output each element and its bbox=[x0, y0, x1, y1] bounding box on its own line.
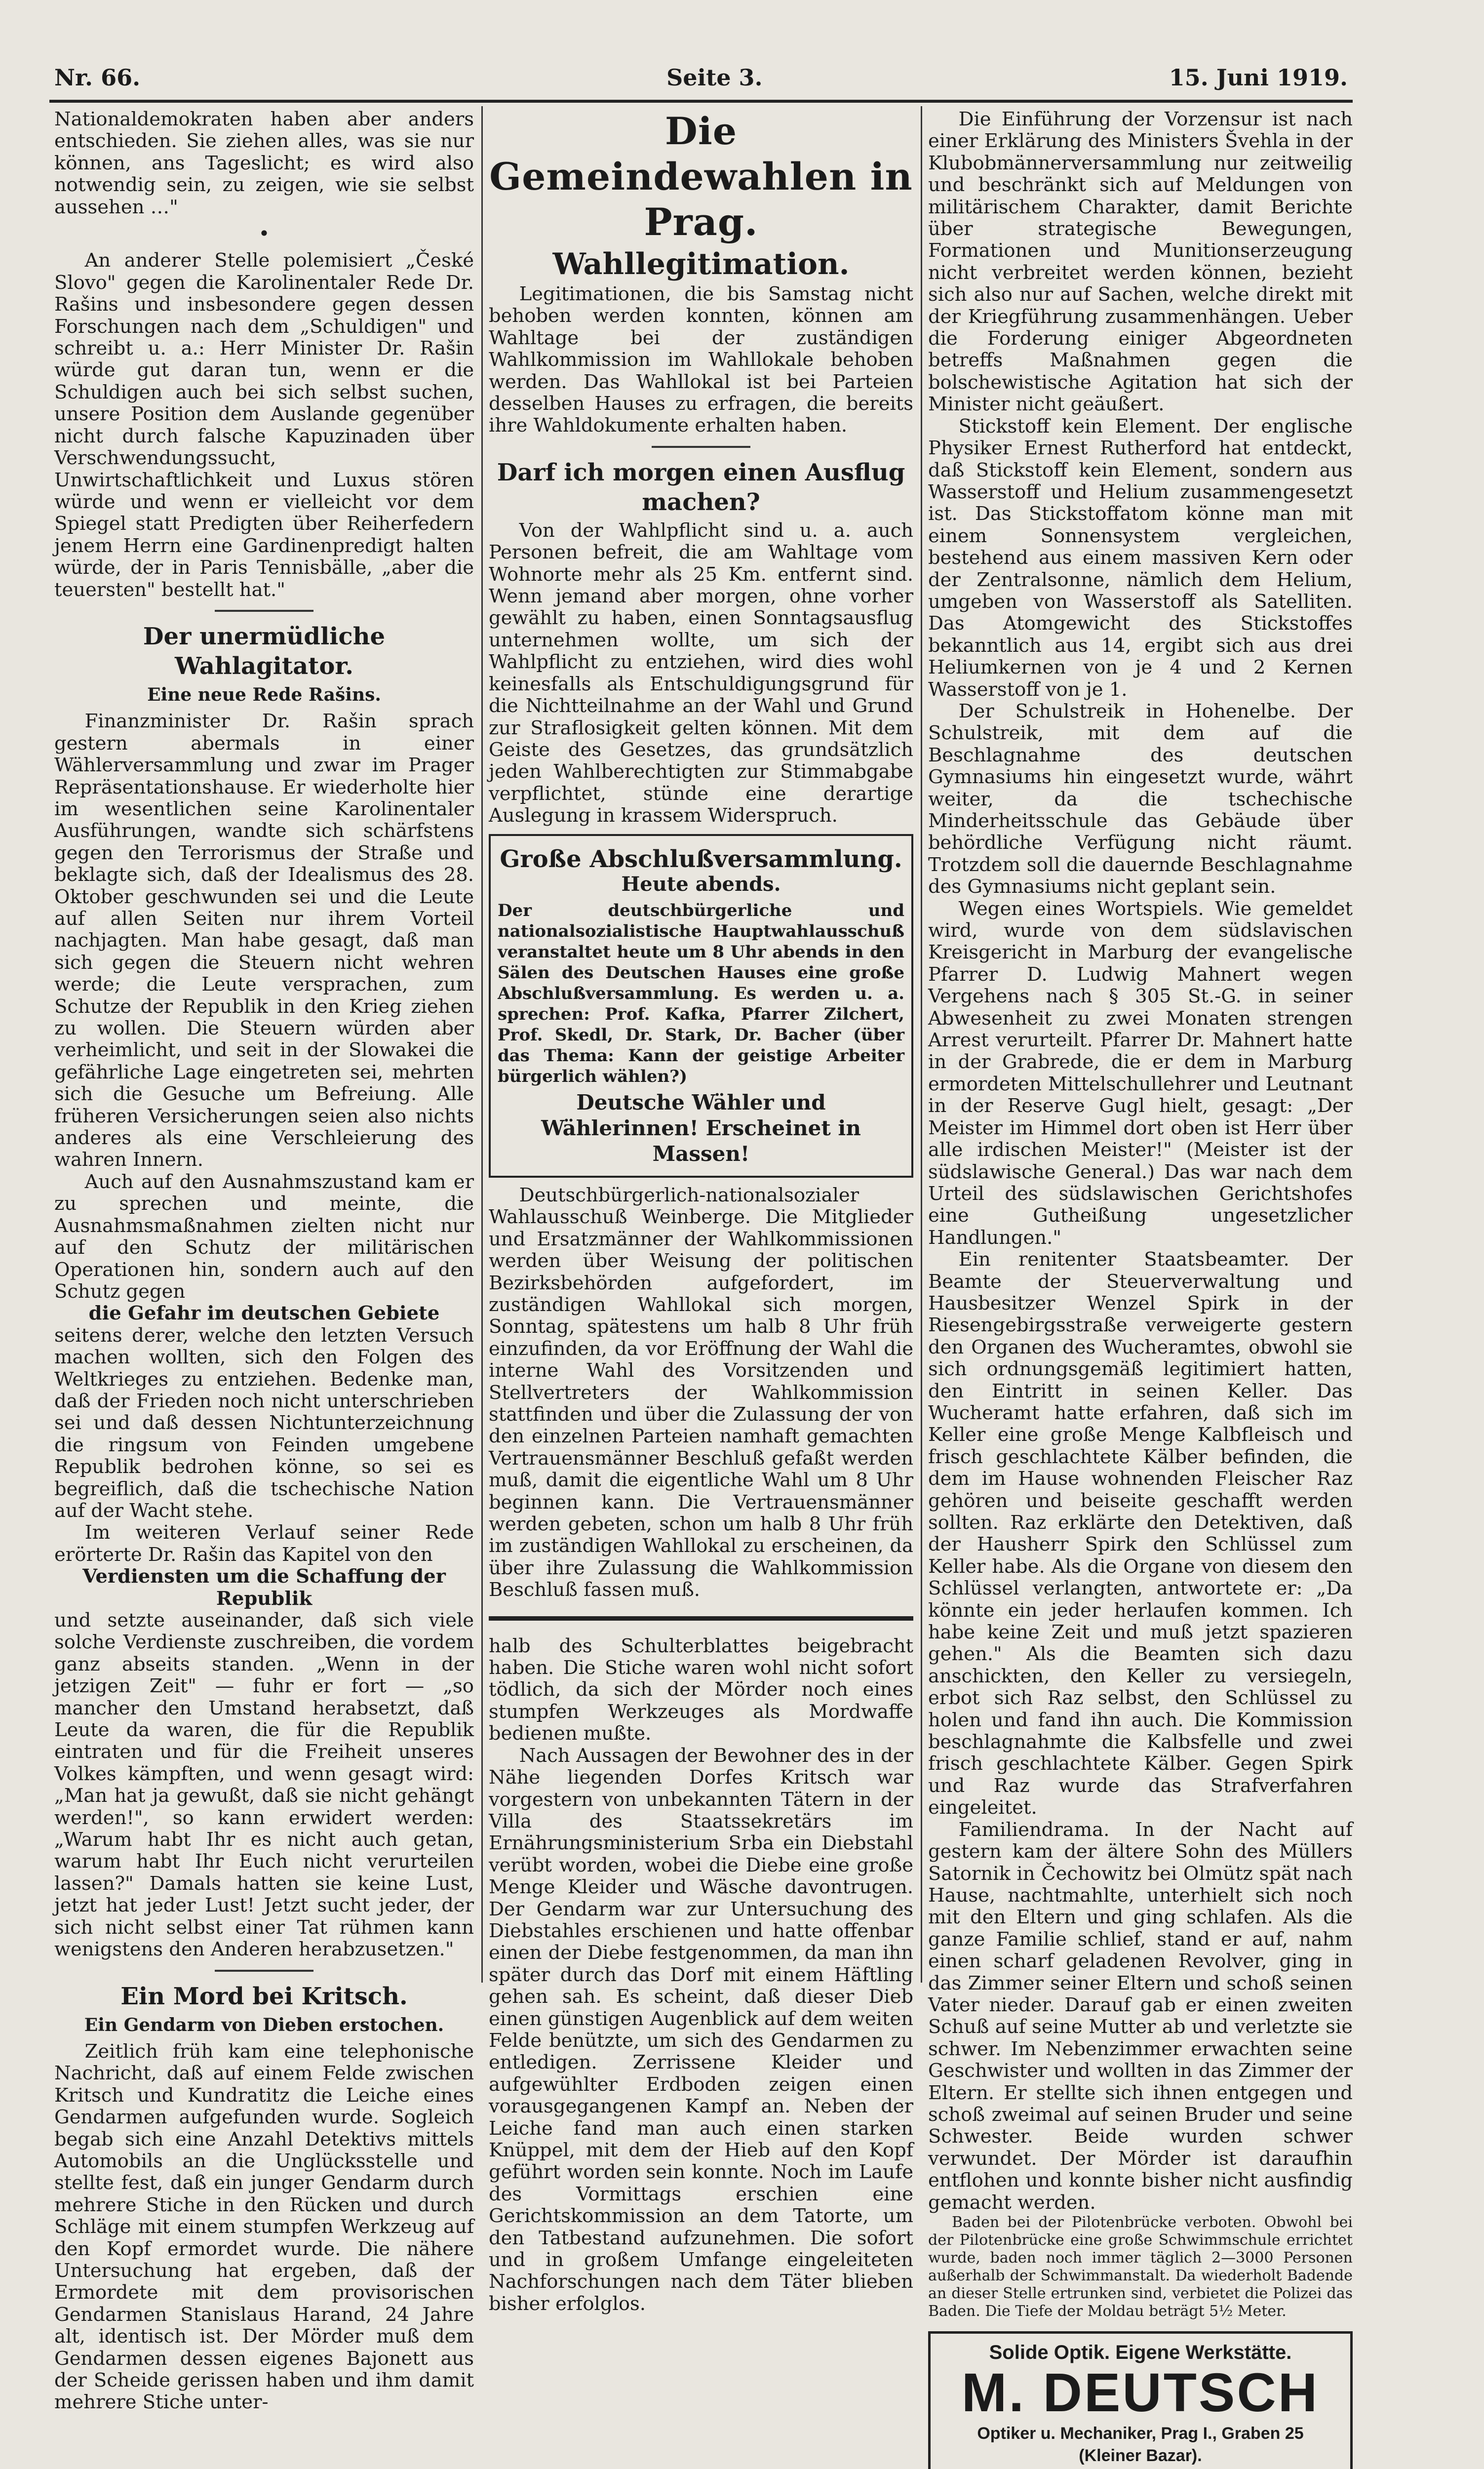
column-divider bbox=[921, 106, 922, 1983]
article-subheadline: Ein Gendarm von Dieben erstochen. bbox=[84, 2014, 444, 2035]
news-item: Baden bei der Pilotenbrücke verboten. Obwohl bei der Pilotenbrücke eine große Schwimmschule errichtet wurde, baden noch immer täglich 2—3000 Personen außerhalb der Schwimmanstalt. Da wiederholt Badende an dieser Stelle ertrunken sind, verbietet die Polizei das Baden. Die Tiefe der Moldau beträgt 5½ Meter. bbox=[928, 2214, 1353, 2320]
section-rule bbox=[489, 1616, 913, 1621]
announcement-footer: Deutsche Wähler und Wählerinnen! Erscheinet in Massen! bbox=[541, 1090, 861, 1166]
separator-dot: • bbox=[258, 223, 270, 245]
article-paragraph: Finanzminister Dr. Rašin sprach gestern abermals in einer Wählerversammlung und zwar im Prager Repräsentationshause. Er wiederholte hier im wesentlichen seine Karolinentaler Ausführungen, wandte sich schärfstens gegen den Terrorismus der Straße und beklagte sich, daß der Idealismus des 28. Oktober geschwunden sei und die Leute auf allen Seiten nur ihrem Vorteil nachjagten. Man habe gesagt, daß man sich gegen die Steuern nicht wehren werde; die Leute versprachen, zum Schutze der Republik in den Krieg ziehen zu wollen. Die Steuern würden aber verheimlicht, und seit in der Slowakei die gefährliche Lage eingetreten sei, mehrten sich die Gesuche um Befreiung. Alle früheren Versicherungen seien also nichts anderes als eine Verschleierung des wahren Innern. bbox=[54, 710, 474, 1171]
article-subheadline: Eine neue Rede Rašins. bbox=[147, 684, 381, 705]
article-paragraph: Auch auf den Ausnahmszustand kam er zu sprechen und meinte, die Ausnahmsmaßnahmen zielten nicht nur auf den Schutz der militärischen Operationen hin, sondern auch auf den Schutz gegen bbox=[54, 1170, 474, 1303]
announcement-subtitle: Heute abends. bbox=[621, 872, 781, 896]
news-item: Wegen eines Wortspiels. Wie gemeldet wird, wurde von dem südslavischen Kreisgericht in Marburg der evangelische Pfarrer D. Ludwig Mahnert wegen Vergehens nach § 305 St.-G. in seiner Abwesenheit zu zwei Monaten strengen Arrest verurteilt. Pfarrer Dr. Mahnert hatte in der Grabrede, die er dem in Marburg ermordeten Mittelschullehrer und Leutnant in der Reserve Gugl hielt, gesagt: „Der Meister im Himmel dort oben ist Herr über alle irdischen Meister!" (Meister ist der südslawische General.) Das war nach dem Urteil des südslawischen Gerichtshofes eine Gutheißung ungesetzlicher Handlungen." bbox=[928, 897, 1353, 1249]
news-item: Die Einführung der Vorzensur ist nach einer Erklärung des Ministers Švehla in der Klubobmännerversammlung nur zeitweilig und beschränkt sich auf Meldungen von militärischem Charakter, damit Berichte über strategische Bewegungen, Formationen und Munitionserzeugung nicht verbreitet werden können, bezieht sich also nur auf Sachen, welche direkt mit der Kriegführung zusammenhängen. Ueber die Forderung einiger Abgeordneten betreffs Maßnahmen gegen die bolschewistische Agitation hat sich der Minister nicht geäußert. bbox=[928, 108, 1353, 416]
divider bbox=[215, 1970, 313, 1972]
announcement-title: Große Abschlußversammlung. bbox=[500, 845, 902, 873]
ad-address: Optiker u. Mechaniker, Prag I., Graben 25 bbox=[977, 2424, 1304, 2443]
article-headline: Die Gemeindewahlen in Prag. bbox=[489, 109, 913, 244]
news-item: Der Schulstreik in Hohenelbe. Der Schulstreik, mit dem auf die Beschlagnahme des deutschen Gymnasiums hin eingesetzt wurde, währt weiter, da die tschechische Minderheitsschule das Gebäude über behördliche Verfügung nicht räumt. Trotzdem soll die dauernde Beschlagnahme des Gymnasiums nicht geplant sein. bbox=[928, 700, 1353, 898]
column-2 bbox=[489, 109, 913, 2315]
issue-date: 15. Juni 1919. bbox=[1169, 64, 1348, 91]
article-subheadline: Wahllegitimation. bbox=[552, 247, 850, 281]
article-paragraph: Nach Aussagen der Bewohner des in der Nähe liegenden Dorfes Kritsch war vorgestern von unbekannten Tätern in der Villa des Staatssekretärs im Ernährungsministerium Srba ein Diebstahl verübt worden, wobei die Diebe eine große Menge Kleider und Wäsche davontrugen. Der Gendarm war zur Untersuchung des Diebstahles erschienen und hatte offenbar einen der Diebe festgenommen, da man ihn später durch das Dorf mit einem Häftling gehen sah. Es scheint, daß dieser Dieb einen günstigen Augenblick auf dem weiten Felde benützte, um sich des Gendarmen zu entledigen. Zerrissene Kleider und aufgewühlter Erdboden zeigen einen vorausgegangenen Kampf an. Neben der Leiche fand man auch einen starken Knüppel, mit dem der Hieb auf den Kopf geführt worden sein konnte. Noch im Laufe des Vormittags erschien eine Gerichtskommission an dem Tatorte, um den Tatbestand aufzunehmen. Die sofort und in großem Umfange eingeleiteten Nachforschungen nach dem Täter blieben bisher erfolglos. bbox=[489, 1744, 913, 2315]
article-paragraph: seitens derer, welche den letzten Versuch machen wollten, sich den Folgen des Weltkrieges zu entziehen. Bedenke man, daß der Frieden noch nicht unterschrieben sei und daß dessen Nichtunterzeichnung die ringsum von Feinden umgebene Republik bedrohen könne, so sei es begreiflich, daß die tschechische Nation auf der Wacht stehe. bbox=[54, 1324, 474, 1522]
page-number: Seite 3. bbox=[666, 64, 763, 91]
column-3 bbox=[928, 108, 1353, 2465]
news-item: Familiendrama. In der Nacht auf gestern kam der ältere Sohn des Müllers Satornik in Čechowitz bei Olmütz spät nach Hause, nachtmahlte, unterhielt sich noch mit den Eltern und ging schlafen. Als die ganze Familie schlief, stand er auf, nahm einen scharf geladenen Revolver, ging in das Zimmer seiner Eltern und schoß seinen Vater nieder. Darauf gab er einen zweiten Schuß auf seine Mutter ab und verletzte sie schwer. Im Nebenzimmer erwachten seine Geschwister und wollten in das Zimmer der Eltern. Er stellte sich ihnen entgegen und schoß zweimal auf seinen Bruder und seine Schwester. Beide wurden schwer verwundet. Der Mörder ist daraufhin entflohen und konnte bisher nicht ausfindig gemacht werden. bbox=[928, 1818, 1353, 2214]
header-rule bbox=[49, 100, 1353, 103]
article-paragraph: Deutschbürgerlich-nationalsozialer Wahlausschuß Weinberge. Die Mitglieder und Ersatzmänner der Wahlkommissionen werden über Weisung der politischen Bezirksbehörden aufgefordert, im zuständigen Wahllokal sich morgen, Sonntag, spätestens um halb 8 Uhr früh einzufinden, da vor Eröffnung der Wahl die interne Wahl des Vorsitzenden und Stellvertreters der Wahlkommission stattfinden und über die Zulassung der von den einzelnen Parteien namhaft gemachten Vertrauensmänner Beschluß gefaßt werden muß, damit die eigentliche Wahl um 8 Uhr beginnen kann. Die Vertrauensmänner werden gebeten, schon um halb 8 Uhr früh im zuständigen Wahllokal zu erscheinen, da über ihre Zulassung die Wahlkommission Beschluß fassen muß. bbox=[489, 1184, 913, 1601]
ad-brand: M. DEUTSCH bbox=[961, 2362, 1320, 2424]
ad-location: (Kleiner Bazar). bbox=[1079, 2446, 1202, 2465]
article-paragraph: Von der Wahlpflicht sind u. a. auch Personen befreit, die am Wahltage vom Wohnorte mehr als 25 Km. entfernt sind. Wenn jemand aber morgen, ohne vorher gewählt zu haben, einen Sonntagsausflug unternehmen wollte, um sich der Wahlpflicht zu entziehen, wird dies wohl keinesfalls als Entschuldigungsgrund für die Nichtteilnahme an der Wahl und Grund zur Straflosigkeit gelten können. Mit dem Geiste des Gesetzes, das grundsätzlich jeden Wahlberechtigten zur Stimmabgabe verpflichtet, stünde eine derartige Auslegung in krassem Widerspruch. bbox=[489, 519, 913, 827]
news-item: Stickstoff kein Element. Der englische Physiker Ernest Rutherford hat entdeckt, daß Stickstoff kein Element, sondern aus Wasserstoff und Helium zusammengesetzt ist. Das Stickstoffatom könne man mit einem Sonnensystem vergleichen, bestehend aus einem massiven Kern oder der Zentralsonne, nämlich dem Helium, umgeben von Wasserstoff als Satelliten. Das Atomgewicht des Stickstoffes bekanntlich aus 14, ergibt sich aus drei Heliumkernen von je 4 und 2 Kernen Wasserstoff von je 1. bbox=[928, 415, 1353, 701]
page-header bbox=[54, 64, 1348, 99]
article-headline: Der unermüdliche Wahlagitator. bbox=[143, 622, 386, 680]
news-item: Ein renitenter Staatsbeamter. Der Beamte der Steuerverwaltung und Hausbesitzer Wenzel Spirk in der Riesengebirgsstraße verweigerte gestern den Organen des Wucheramtes, obwohl sie sich ordnungsgemäß legitimiert hatten, den Eintritt in seinen Keller. Das Wucheramt hatte erfahren, daß sich im Keller eine große Menge Kalbfleisch und frisch geschlachtete Kälber befinden, die dem im Hause wohnenden Fleischer Raz gehören und beiseite geschafft werden sollten. Raz erklärte den Detektiven, daß der Hausherr Spirk den Schlüssel zum Keller habe. Als die Organe von diesem den Schlüssel verlangten, antwortete er: „Da könnte ein jeder herlaufen kommen. Ich habe keine Zeit und muß jetzt spazieren gehen." Als die Beamten sich dazu anschickten, den Keller zu versiegeln, erbot sich Raz selbst, den Schlüssel zu holen und fand ihn auch. Die Kommission beschlagnahmte die Kalbsfelle und zwei frisch geschlachtete Kälber. Gegen Spirk und Raz wurde das Strafverfahren eingeleitet. bbox=[928, 1248, 1353, 1819]
column-1 bbox=[54, 108, 474, 2414]
issue-number: Nr. 66. bbox=[54, 64, 141, 91]
article-paragraph: Legitimationen, die bis Samstag nicht behoben werden konnten, können am Wahltage bei der zuständigen Wahlkommission im Wahllokale behoben werden. Das Wahllokal ist bei Parteien desselben Hauses zu erfragen, die bereits ihre Wahldokumente erhalten haben. bbox=[489, 283, 913, 437]
announcement-body: Der deutschbürgerliche und nationalsozialistische Hauptwahlausschuß veranstaltet heute um 8 Uhr abends in den Sälen des Deutschen Hauses eine große Abschlußversammlung. Es werden u. a. sprechen: Prof. Kafka, Pfarrer Zilchert, Prof. Skedl, Dr. Stark, Dr. Bacher (über das Thema: Kann der geistige Arbeiter bürgerlich wählen?) bbox=[498, 900, 904, 1086]
announcement-box bbox=[489, 834, 913, 1178]
article-paragraph: An anderer Stelle polemisiert „České Slovo" gegen die Karolinentaler Rede Dr. Rašins und insbesondere gegen dessen Forschungen nach dem „Schuldigen" und schreibt u. a.: Herr Minister Dr. Rašin würde gut daran tun, wenn er die Schuldigen auch bei sich selbst suchen, unsere Position dem Auslande gegenüber nicht durch falsche Kapuzinaden über Verschwendungssucht, Unwirtschaftlichkeit und Luxus stören würde und wenn er vielleicht vor dem Spiegel statt Predigten über Reiherfedern jenem Herrn eine Gardinenpredigt halten würde, der in Paris Tennisbälle, „aber die teuersten" bestellt hat." bbox=[54, 249, 474, 601]
article-headline: Ein Mord bei Kritsch. bbox=[120, 1982, 408, 2010]
article-paragraph: Zeitlich früh kam eine telephonische Nachricht, daß auf einem Felde zwischen Kritsch und Kundratitz die Leiche eines Gendarmen aufgefunden wurde. Sogleich begab sich eine Anzahl Detektivs mittels Automobils an die Unglücksstelle und stellte fest, daß ein junger Gendarm durch mehrere Stiche in den Rücken und durch Schläge mit einem stumpfen Werkzeug auf den Kopf ermordet wurde. Die nähere Untersuchung hat ergeben, daß der Ermordete mit dem provisorischen Gendarmen Stanislaus Harand, 24 Jahre alt, identisch ist. Der Mörder muß dem Gendarmen dessen eigenes Bajonett aus der Scheide gerissen haben und ihm damit mehrere Stiche unter- bbox=[54, 2040, 474, 2414]
advertisement bbox=[928, 2331, 1353, 2469]
article-paragraph: und setzte auseinander, daß sich viele solche Verdienste zuschreiben, die vordem ganz abseits standen. „Wenn in der jetzigen Zeit" — fuhr er fort — „so mancher den Umstand herabsetzt, daß Leute da waren, die für die Republik eintraten und für die Freiheit unseres Volkes kämpften, und wenn gesagt wird: „Man hat ja gewußt, daß sie nicht gehängt werden!", so kann erwidert werden: „Warum habt Ihr es nicht auch getan, warum habt Ihr Euch nicht verurteilen lassen?" Damals hatten sie keine Lust, jetzt hat jeder Lust! Jetzt sucht jeder, der sich nicht selbst einer Tat rühmen kann wenigstens den Anderen herabzusetzen." bbox=[54, 1609, 474, 1961]
divider bbox=[652, 446, 750, 448]
article-paragraph: Im weiteren Verlauf seiner Rede erörterte Dr. Rašin das Kapitel von den bbox=[54, 1521, 474, 1566]
article-paragraph: halb des Schulterblattes beigebracht haben. Die Stiche waren wohl nicht sofort tödlich, da sich der Mörder noch eines stumpfen Werkzeuges als Mordwaffe bedienen mußte. bbox=[489, 1634, 913, 1745]
inline-subheading: Verdiensten um die Schaffung der Republik bbox=[82, 1565, 446, 1610]
column-divider bbox=[481, 106, 483, 1983]
divider bbox=[215, 610, 313, 612]
inline-subheading: die Gefahr im deutschen Gebiete bbox=[88, 1302, 440, 1325]
article-headline: Darf ich morgen einen Ausflug machen? bbox=[497, 458, 905, 516]
ad-tagline: Solide Optik. Eigene Werkstätte. bbox=[989, 2342, 1292, 2363]
article-fragment: Nationaldemokraten haben aber anders entschieden. Sie ziehen alles, was sie nur können, ans Tageslicht; es wird also notwendig sein, zu zeigen, wie sie selbst aussehen …" bbox=[54, 108, 474, 218]
